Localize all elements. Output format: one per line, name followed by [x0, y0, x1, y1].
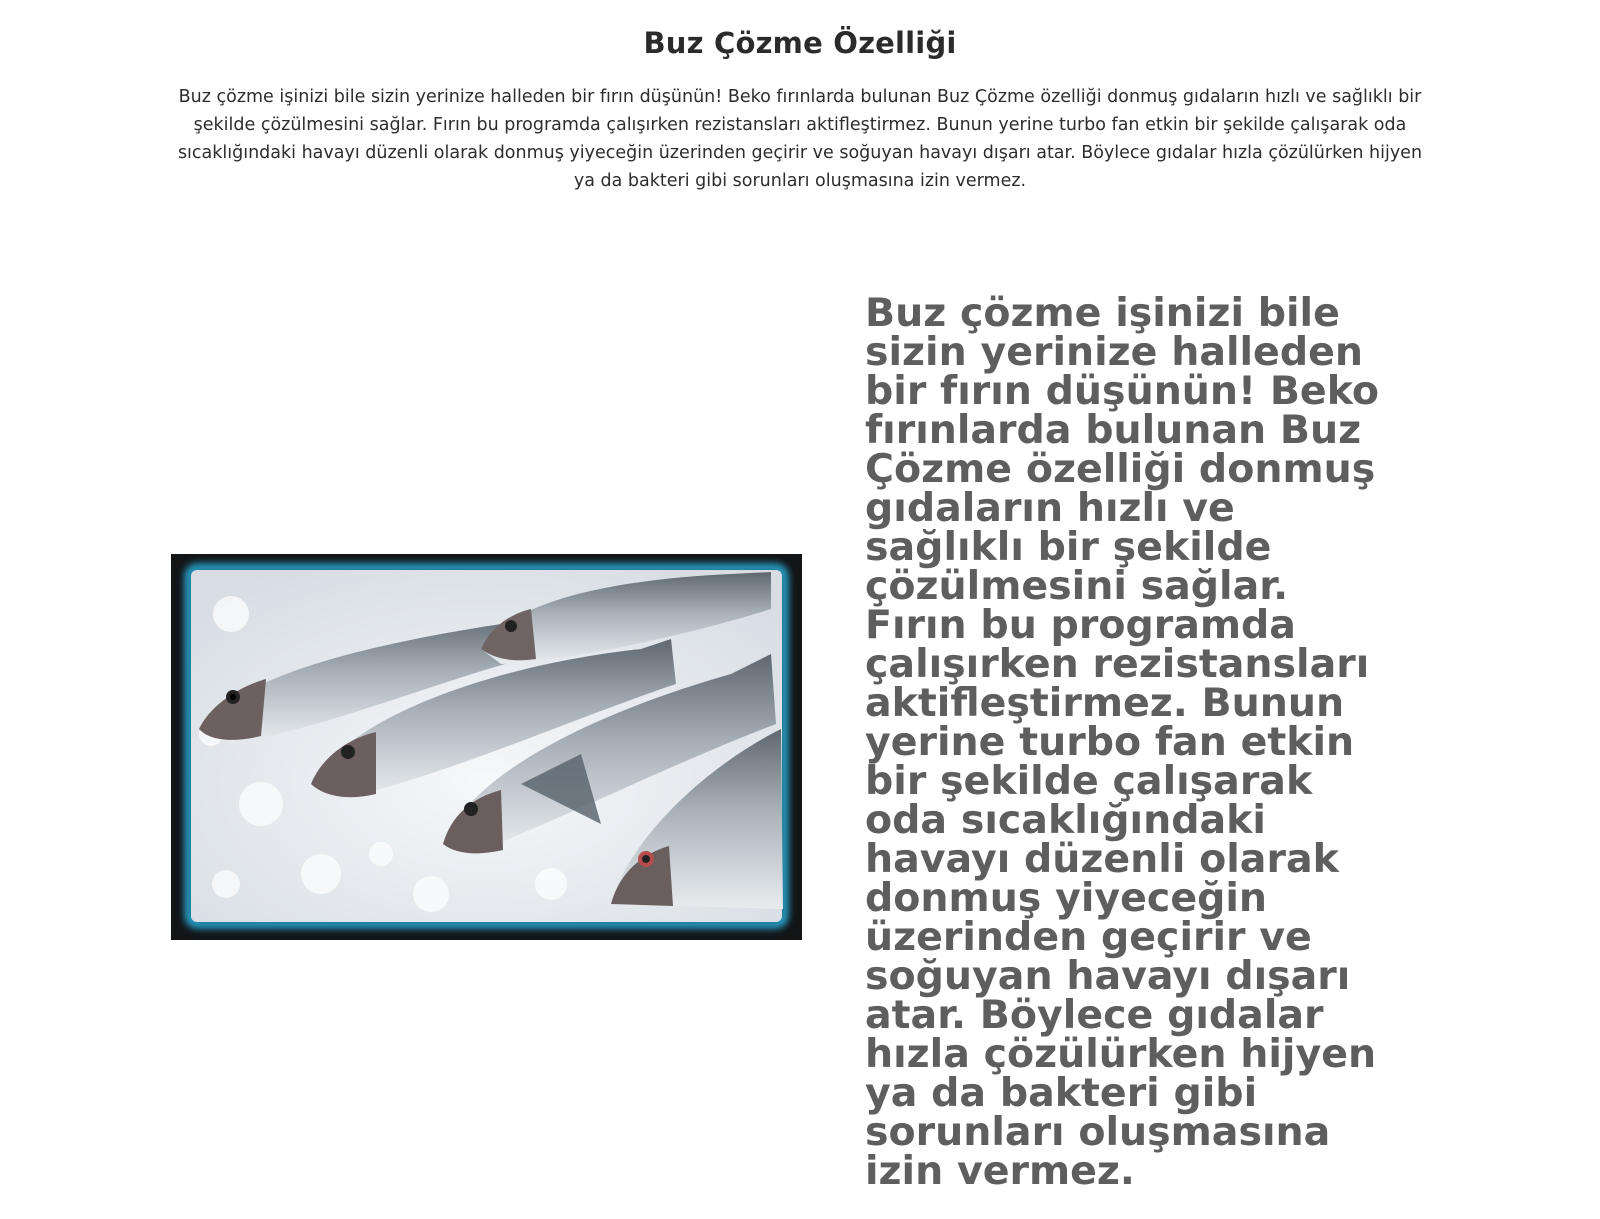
- section-title: Buz Çözme Özelliği: [643, 26, 957, 60]
- fish-on-ice-illustration: [171, 554, 802, 940]
- fish-on-ice-image: [171, 554, 802, 940]
- intro-paragraph: Buz çözme işinizi bile sizin yerinize halleden bir fırın düşünün! Beko fırınlarda bulunan Buz Çözme özelliği donmuş gıdaların hızlı ve sağlıklı bir şekilde çözülmesini sağlar. Fırın bu programda çalışırken rezistansları aktifleştirmez. Bunun yerine turbo fan etkin bir şekilde çalışarak oda sıcaklığındaki havayı düzenli olarak donmuş yiyeceğin üzerinden geçirir ve soğuyan havayı dışarı atar. Böylece gıdalar hızla çözülürken hijyen ya da bakteri gibi sorunları oluşmasına izin vermez.: [177, 87, 1423, 191]
- highlight-paragraph: Buz çözme işinizi bile sizin yerinize halleden bir fırın düşünün! Beko fırınlarda bulunan Buz Çözme özelliği donmuş gıdaların hızlı ve sağlıklı bir şekilde çözülmesini sağlar. Fırın bu programda çalışırken rezistansları aktifleştirmez. Bunun yerine turbo fan etkin bir şekilde çalışarak oda sıcaklığındaki havayı düzenli olarak donmuş yiyeceğin üzerinden geçirir ve soğuyan havayı dışarı atar. Böylece gıdalar hızla çözülürken hijyen ya da bakteri gibi sorunları oluşmasına izin vermez.: [865, 290, 1380, 1194]
